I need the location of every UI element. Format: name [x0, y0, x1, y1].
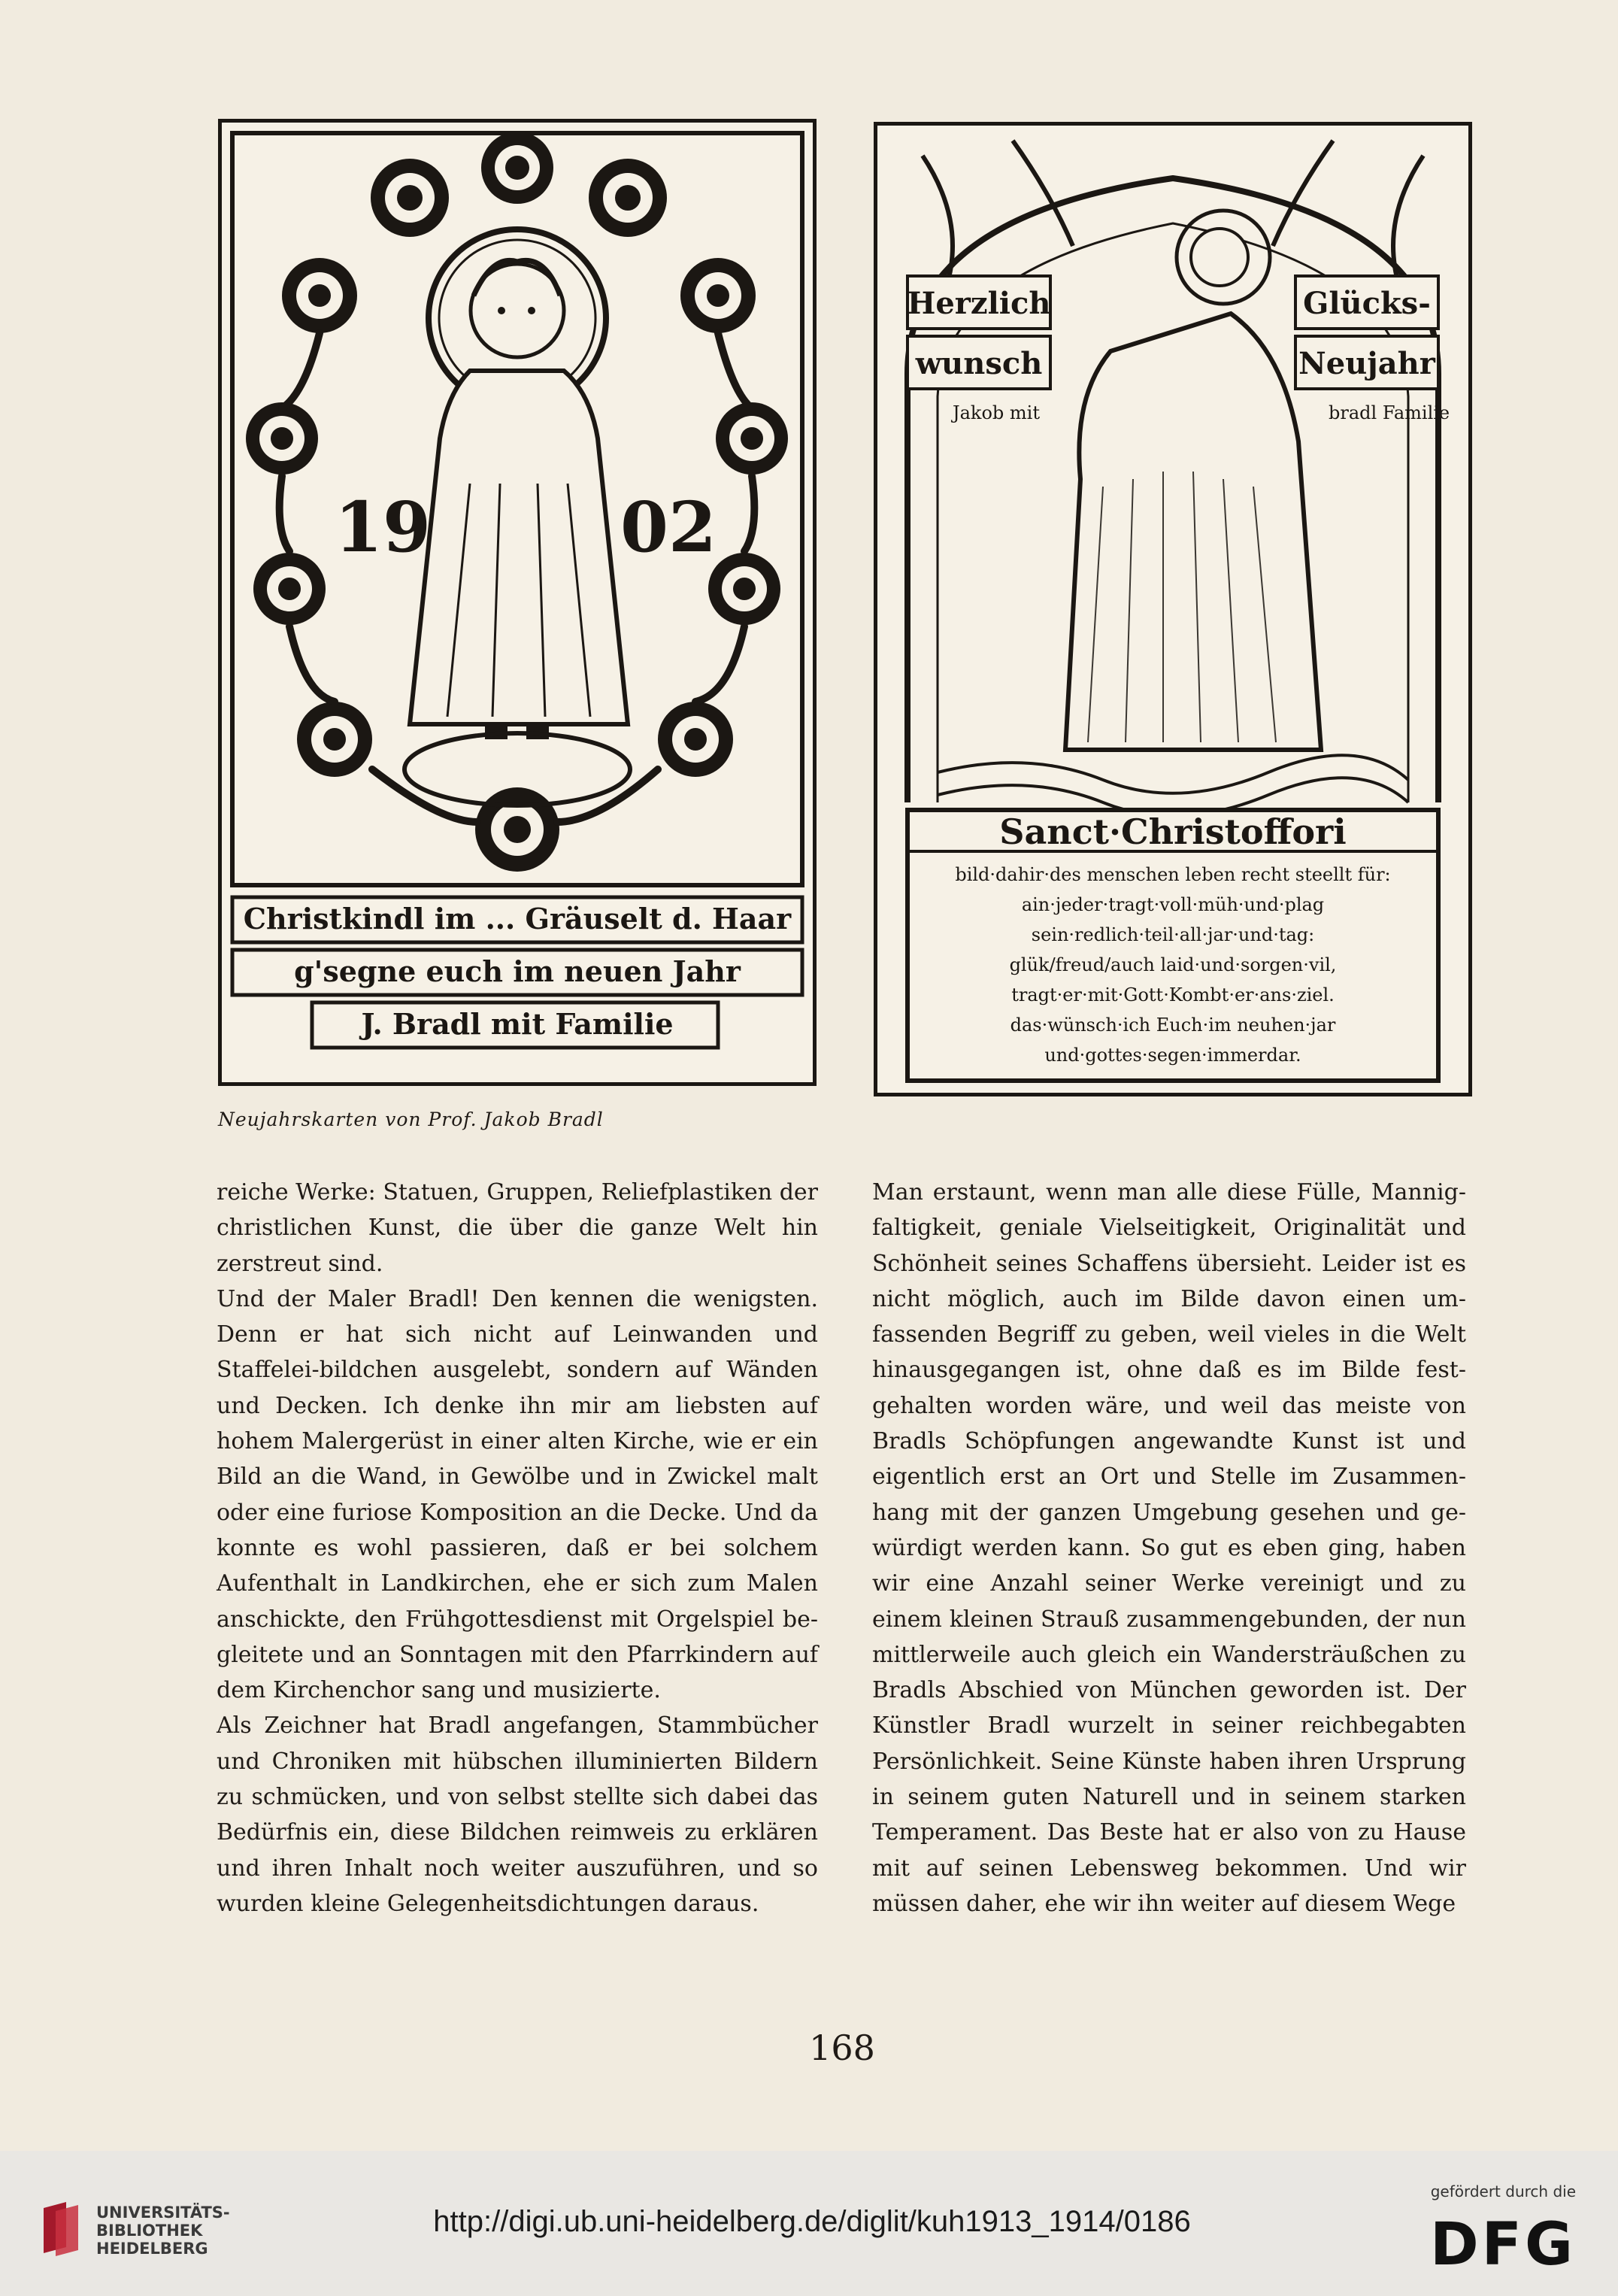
year-left: 19 [335, 487, 432, 568]
paragraph: Und der Maler Bradl! Den kennen die wenigsten. Denn er hat sich nicht auf Leinwanden und Staffelei-bildchen ausgelebt, sondern auf Wänden und Decken. Ich denke ihn mir am liebsten auf hohem Malergerüst in einer alten Kirche, wie er ein Bild an die Wand, in Gewölbe und in Zwickel malt oder eine furiose Komposition an die Decke. Und da konnte es wohl passieren, daß er bei solchem Aufenthalt in Landkirchen, ehe er sich zum Malen anschickte, den Frühgottesdienst mit Orgelspiel be-gleitete und an Sonntagen mit den Pfarrkindern auf dem Kirchenchor sang und musizierte. [217, 1285, 818, 1704]
new-year-card-christopher [874, 122, 1472, 1096]
christopher-woodcut [877, 126, 1468, 1093]
page-number: 168 [809, 2028, 875, 2068]
card1-line2: g'segne euch im neuen Jahr [294, 954, 741, 988]
dfg-logo[interactable]: DFG [1429, 2211, 1576, 2279]
funded-by-label: gefördert durch die [1430, 2182, 1576, 2200]
verse-line: glük/freud/auch laid·und·sorgen·vil, [1009, 954, 1337, 975]
verse-line: bild·dahir·des menschen leben recht steellt für: [955, 864, 1391, 885]
university-library-logo-icon[interactable] [41, 2200, 89, 2256]
card2-title: Sanct·Christoffori [999, 811, 1347, 852]
figure-caption: Neujahrskarten von Prof. Jakob Bradl [218, 1109, 604, 1130]
verse-line: tragt·er·mit·Gott·Kombt·er·ans·ziel. [1011, 984, 1335, 1005]
text-column-left [217, 1175, 818, 1921]
text-column-right [872, 1175, 1466, 1921]
card1-line3: J. Bradl mit Familie [361, 1007, 674, 1041]
christkind-woodcut [222, 123, 813, 1082]
label-bradl: bradl Familie [1329, 402, 1450, 423]
label-jakob: Jakob mit [953, 402, 1040, 423]
library-line: UNIVERSITÄTS- [96, 2203, 230, 2222]
verse-line: ain·jeder·tragt·voll·müh·und·plag [1021, 894, 1325, 915]
label-herzlich: Herzlich [907, 286, 1051, 321]
label-neujahr: Neujahr [1298, 346, 1435, 381]
new-year-card-1902 [218, 119, 817, 1086]
viewer-footer [0, 2151, 1618, 2296]
year-right: 02 [620, 487, 717, 568]
paragraph: Als Zeichner hat Bradl angefangen, Stammbücher und Chroniken mit hübschen illuminierten Bildern zu schmücken, und von selbst stellte sich dabei das Bedürfnis ein, diese Bildchen reimweis zu erklären und ihren Inhalt noch weiter auszuführen, und so wurden kleine Gelegenheitsdichtungen daraus. [217, 1712, 818, 1917]
library-line: HEIDELBERG [96, 2240, 208, 2258]
label-gluecks: Glücks- [1303, 286, 1431, 321]
card1-line1: Christkindl im ... Gräuselt d. Haar [243, 902, 792, 936]
paragraph: reiche Werke: Statuen, Gruppen, Reliefplastiken der christlichen Kunst, die über die ganze Welt hin zerstreut sind. [217, 1179, 818, 1277]
library-line: BIBLIOTHEK [96, 2222, 203, 2240]
verse-line: und·gottes·segen·immerdar. [1044, 1045, 1301, 1066]
verse-line: sein·redlich·teil·all·jar·und·tag: [1031, 924, 1315, 945]
label-wunsch: wunsch [915, 346, 1043, 381]
library-name[interactable] [96, 2203, 230, 2258]
paragraph: Man erstaunt, wenn man alle diese Fülle, Mannig-faltigkeit, geniale Vielseitigkeit, Originalität und Schönheit seines Schaffens übersieht. Leider ist es nicht möglich, auch im Bilde davon einen um-fassenden Begriff zu geben, weil vieles in die Welt hinausgegangen ist, ohne daß es im Bilde fest-gehalten worden wäre, und weil das meiste von Bradls Schöpfungen angewandte Kunst ist und eigentlich erst an Ort und Stelle im Zusammen-hang mit der ganzen Umgebung gesehen und ge-würdigt werden kann. So gut es eben ging, haben wir eine Anzahl seiner Werke vereinigt und zu einem kleinen Strauß zusammengebunden, der nun mittlerweile auch gleich ein Wandersträußchen zu Bradls Abschied von München geworden ist. Der Künstler Bradl wurzelt in seiner reichbegabten Persönlichkeit. Seine Künste haben ihren Ursprung in seinem guten Naturell und in seinem starken Temperament. Das Beste hat er also von zu Hause mit auf seinen Lebensweg bekommen. Und wir müssen daher, ehe wir ihn weiter auf diesem Wege [872, 1179, 1466, 1917]
verse-line: das·wünsch·ich Euch·im neuhen·jar [1010, 1015, 1336, 1036]
permalink-url[interactable]: http://digi.ub.uni-heidelberg.de/diglit/kuh1913_1914/0186 [433, 2205, 1191, 2238]
